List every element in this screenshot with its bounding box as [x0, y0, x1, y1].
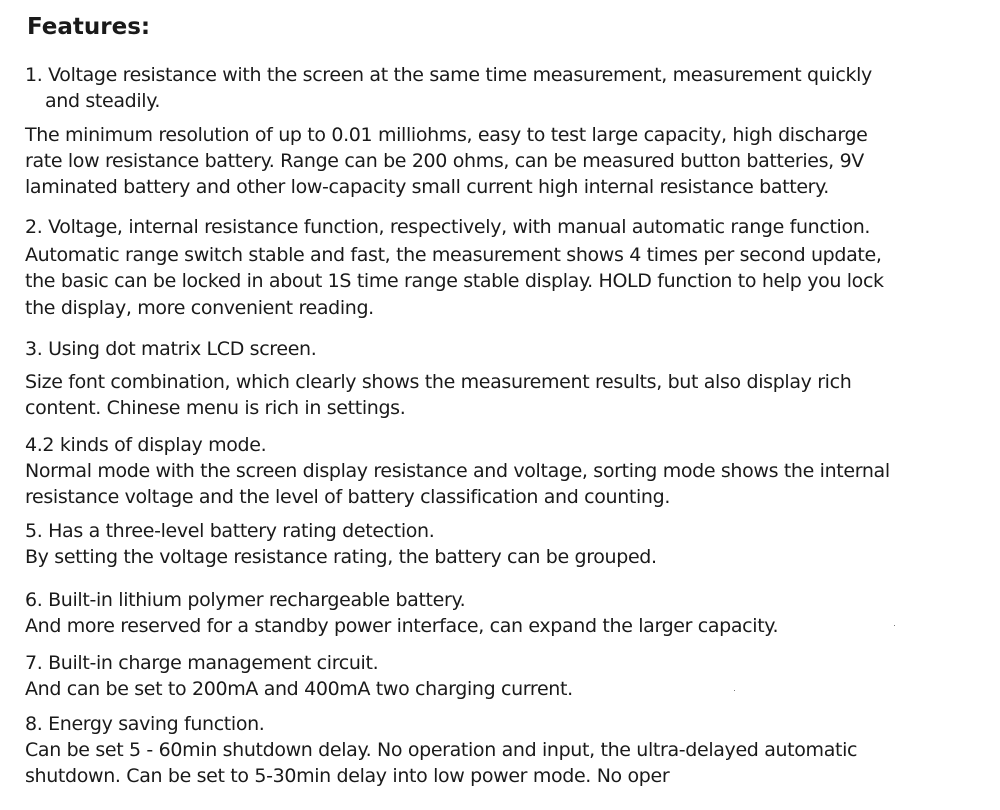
feature-7-heading: 7. Built-in charge management circuit.	[25, 652, 379, 674]
feature-5-heading: 5. Has a three-level battery rating detection.	[25, 520, 435, 542]
speck-mark	[894, 625, 895, 626]
feature-6-heading: 6. Built-in lithium polymer rechargeable battery.	[25, 589, 466, 611]
feature-8-detail-line: shutdown. Can be set to 5-30min delay into low power mode. No oper	[25, 765, 670, 787]
feature-2-detail-line: Automatic range switch stable and fast, the measurement shows 4 times per second update,	[25, 244, 882, 266]
feature-8-detail-line: Can be set 5 - 60min shutdown delay. No operation and input, the ultra-delayed automatic	[25, 739, 858, 761]
features-heading: Features:	[27, 14, 151, 40]
feature-2-heading: 2. Voltage, internal resistance function, respectively, with manual automatic range function.	[25, 216, 871, 238]
feature-5-detail-line: By setting the voltage resistance rating, the battery can be grouped.	[25, 546, 657, 568]
feature-1-detail-line: rate low resistance battery. Range can be 200 ohms, can be measured button batteries, 9V	[25, 150, 864, 172]
feature-4-detail-line: resistance voltage and the level of battery classification and counting.	[25, 486, 671, 508]
feature-4-detail-line: Normal mode with the screen display resistance and voltage, sorting mode shows the internal	[25, 460, 890, 482]
feature-1-detail-line: laminated battery and other low-capacity small current high internal resistance battery.	[25, 176, 829, 198]
feature-1-detail-line: The minimum resolution of up to 0.01 milliohms, easy to test large capacity, high discharge	[25, 124, 868, 146]
feature-3-detail-line: Size font combination, which clearly shows the measurement results, but also display rich	[25, 371, 852, 393]
feature-6-detail-line: And more reserved for a standby power interface, can expand the larger capacity.	[25, 615, 779, 637]
feature-1-heading-continued: and steadily.	[45, 90, 161, 112]
feature-2-detail-line: the display, more convenient reading.	[25, 297, 374, 319]
feature-2-detail-line: the basic can be locked in about 1S time range stable display. HOLD function to help you lock	[25, 270, 884, 292]
feature-3-heading: 3. Using dot matrix LCD screen.	[25, 338, 317, 360]
feature-1-heading: 1. Voltage resistance with the screen at the same time measurement, measurement quickly	[25, 64, 872, 86]
feature-4-heading: 4.2 kinds of display mode.	[25, 434, 267, 456]
feature-7-detail-line: And can be set to 200mA and 400mA two charging current.	[25, 678, 573, 700]
feature-3-detail-line: content. Chinese menu is rich in settings.	[25, 397, 406, 419]
feature-8-heading: 8. Energy saving function.	[25, 713, 265, 735]
speck-mark	[734, 690, 735, 691]
